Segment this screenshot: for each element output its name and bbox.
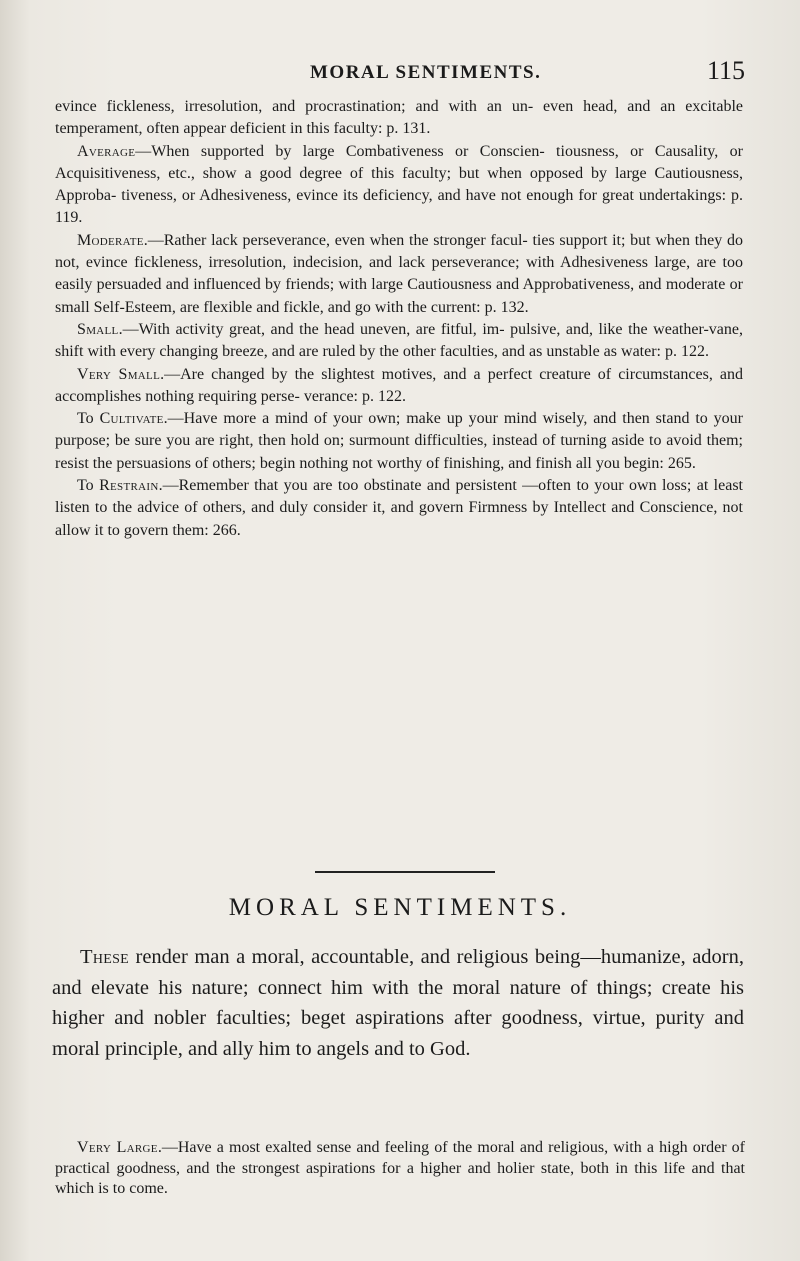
intro-section xyxy=(52,942,744,1064)
entry-label-moderate: Moderate xyxy=(77,231,144,249)
entry-label-small: Small xyxy=(77,320,119,338)
entry-text-cultivate: .—Have more a mind of your own; make up your mind wisely, and then stand to your purpose; be sure you are right, then hold on; surmount difficulties, instead of turning aside to avoid them; resist the persuasions of others; begin nothing not worthy of finishing, and finish all you begin: 265. xyxy=(55,410,744,472)
entry-prefix-restrain: To xyxy=(77,477,100,495)
entry-cultivate xyxy=(55,408,743,475)
entry-label-cultivate: Cultivate xyxy=(99,410,164,428)
entry-text-average: —When supported by large Combativeness or Conscien- tiousness, or Causality, or Acquisitiveness, etc., show a good degree of this faculty; but when opposed by large Cautiousness, Approba- tiveness, or Adhesiveness, evince its deficiency, and have not enough for great undertakings: p. 119. xyxy=(55,142,743,227)
entry-text-small: .—With activity great, and the head uneven, are fitful, im- pulsive, and, like the weather-vane, shift with every changing breeze, and are ruled by the other faculties, and as unstable as water: p. 122. xyxy=(55,320,743,361)
entry-restrain xyxy=(55,475,743,542)
running-title: MORAL SENTIMENTS. xyxy=(310,62,542,83)
entry-prefix-cultivate: To xyxy=(77,410,100,428)
page-header xyxy=(0,56,800,90)
entry-label-very-small: Very Small xyxy=(77,365,161,383)
intro-paragraph xyxy=(52,942,744,1064)
entry-text-moderate: .—Rather lack perseverance, even when the stronger facul- ties support it; but when they do not, evince fickleness, irresolution, indecision, and lack perseverance; with Adhesiveness large, are too easily persuaded and influenced by friends; with large Cautiousness and Approbativeness, and moderate or small Self-Esteem, are flexible and fickle, and go with the current: p. 132. xyxy=(55,231,743,316)
entry-label-restrain: Restrain xyxy=(99,477,159,495)
entry-moderate xyxy=(55,230,743,319)
entry-text-restrain: .—Remember that you are too obstinate and persistent —often to your own loss; at least listen to the advice of others, and duly consider it, and govern Firmness by Intellect and Conscience, not allow it to govern them: 266. xyxy=(55,477,744,539)
section-title: MORAL SENTIMENTS. xyxy=(228,894,572,921)
firmness-section xyxy=(55,96,743,542)
page-number: 115 xyxy=(707,56,746,85)
entry-average xyxy=(55,141,743,230)
continuation-paragraph xyxy=(55,96,743,141)
entry-label-average: Average xyxy=(77,142,136,160)
intro-text: render man a moral, accountable, and religious being—humanize, adorn, and elevate his nature; connect him with the moral nature of things; create his higher and nobler faculties; beget aspirations after goodness, virtue, purity and moral principle, and ally him to angels and to God. xyxy=(52,946,744,1060)
entry-very-large xyxy=(55,1138,745,1200)
entry-small xyxy=(55,319,743,364)
entry-label-very-large: Very Large xyxy=(77,1139,158,1156)
continuation-text: evince fickleness, irresolution, and procrastination; and with an un- even head, and an excitable temperament, often appear deficient in this faculty: p. 131. xyxy=(55,98,743,138)
intro-lead: These xyxy=(80,946,130,968)
section-divider xyxy=(315,871,495,873)
entry-text-very-small: .—Are changed by the slightest motives, and a perfect creature of circumstances, and accomplishes nothing requiring perse- verance: p. 122. xyxy=(55,365,743,405)
entry-text-very-large: .—Have a most exalted sense and feeling of the moral and religious, with a high order of practical goodness, and the strongest aspirations for a higher and holier state, both in this life and that which is to come. xyxy=(55,1139,746,1197)
very-large-section xyxy=(55,1138,745,1200)
entry-very-small xyxy=(55,364,743,409)
